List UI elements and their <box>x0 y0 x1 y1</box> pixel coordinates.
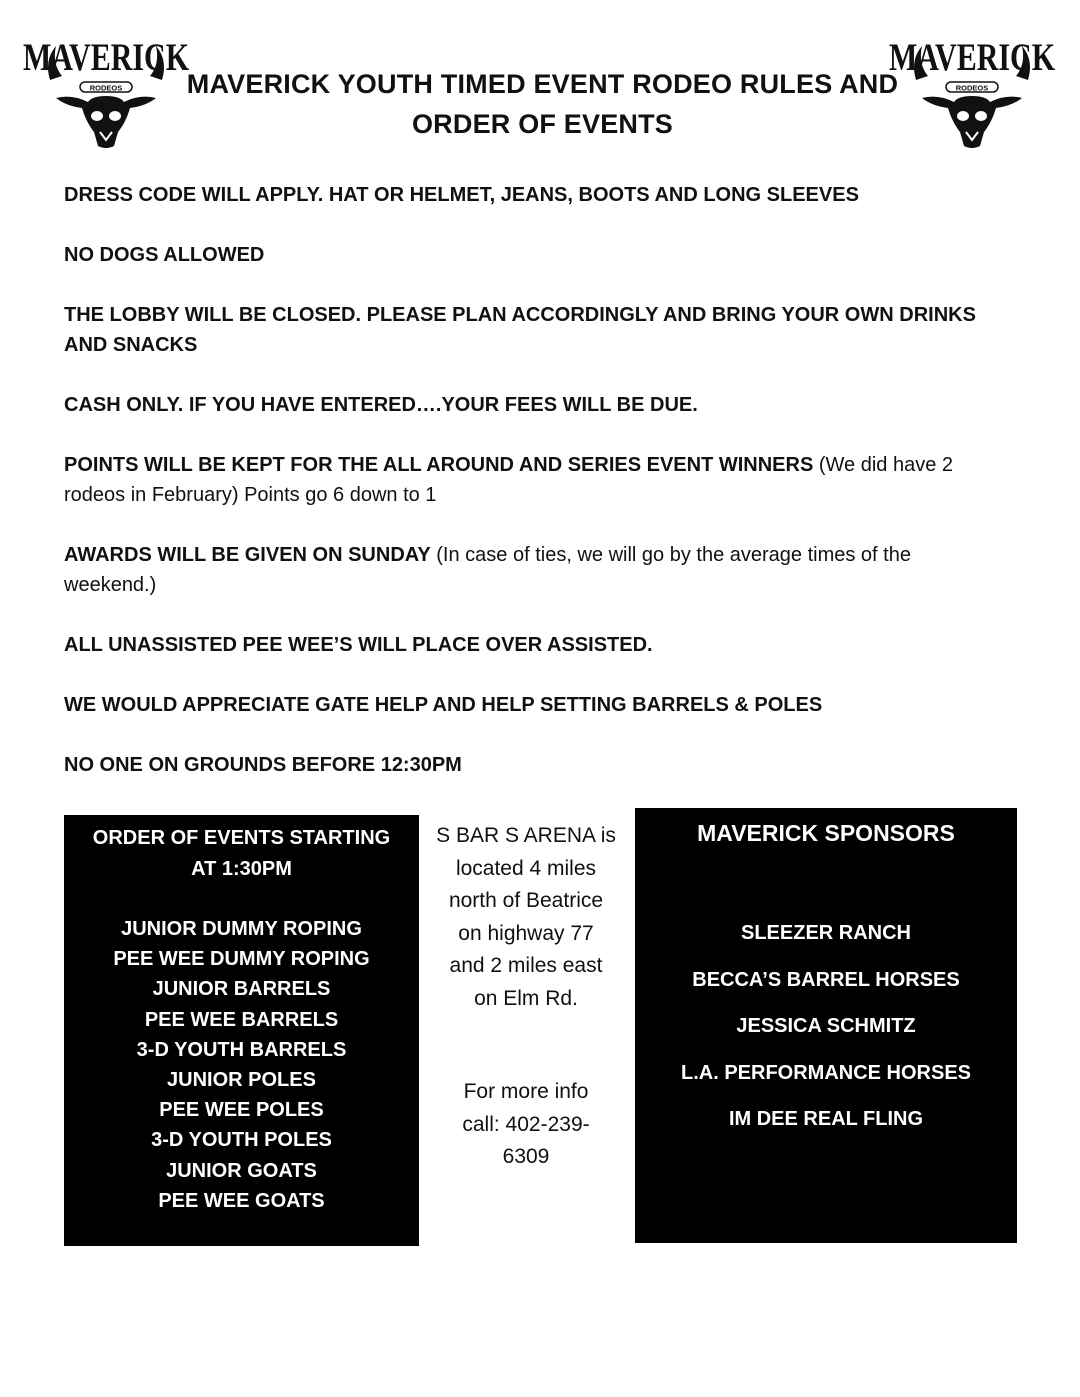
svg-text:MAVERICK: MAVERICK <box>888 35 1056 79</box>
sponsors-heading: MAVERICK SPONSORS <box>697 820 955 846</box>
events-list <box>64 914 419 1216</box>
rules-list <box>64 180 1004 810</box>
event-item: 3-D YOUTH POLES <box>151 1129 332 1152</box>
sponsors-box <box>635 808 1017 1243</box>
event-item: JUNIOR GOATS <box>166 1159 317 1182</box>
maverick-logo-right <box>888 35 1056 152</box>
event-item: JUNIOR DUMMY ROPING <box>121 918 362 940</box>
event-item: JUNIOR BARRELS <box>152 978 331 1001</box>
rule-item: AWARDS WILL BE GIVEN ON SUNDAY (In case of ties, we will go by the average times of the weekend.) <box>64 544 911 596</box>
event-item: PEE WEE BARRELS <box>144 1008 339 1031</box>
arena-location: S BAR S ARENA is located 4 miles north of Beatrice on highway 77 and 2 miles east on Elm Rd. <box>436 824 616 1010</box>
rule-item: POINTS WILL BE KEPT FOR THE ALL AROUND AND SERIES EVENT WINNERS (We did have 2 rodeos in February) Points go 6 down to 1 <box>64 454 954 506</box>
sponsor-item: BECCA’S BARREL HORSES <box>692 968 960 991</box>
rule-item: THE LOBBY WILL BE CLOSED. PLEASE PLAN ACCORDINGLY AND BRING YOUR OWN DRINKS AND SNACKS <box>64 304 976 356</box>
title-line-2: ORDER OF EVENTS <box>411 109 674 139</box>
order-of-events-box <box>64 815 419 1246</box>
rule-item: NO ONE ON GROUNDS BEFORE 12:30PM <box>64 754 462 776</box>
sponsor-item: IM DEE REAL FLING <box>728 1108 924 1131</box>
svg-text:RODEOS: RODEOS <box>955 83 989 93</box>
event-item: PEE WEE POLES <box>159 1099 324 1122</box>
event-item: PEE WEE DUMMY ROPING <box>113 948 370 971</box>
contact-info: For more info call: 402-239- 6309 <box>462 1080 590 1168</box>
sponsor-item: JESSICA SCHMITZ <box>736 1015 916 1038</box>
order-of-events-heading: ORDER OF EVENTS STARTING AT 1:30PM <box>92 827 391 880</box>
svg-text:MAVERICK: MAVERICK <box>22 35 190 79</box>
svg-text:RODEOS: RODEOS <box>89 83 123 93</box>
event-item: 3-D YOUTH BARRELS <box>136 1038 347 1061</box>
rule-item: CASH ONLY. IF YOU HAVE ENTERED….YOUR FEES WILL BE DUE. <box>64 394 698 416</box>
page-title <box>180 64 905 144</box>
rule-item: WE WOULD APPRECIATE GATE HELP AND HELP SETTING BARRELS & POLES <box>64 694 823 716</box>
sponsor-item: SLEEZER RANCH <box>740 922 911 944</box>
rule-item: NO DOGS ALLOWED <box>64 244 265 266</box>
sponsor-item: L.A. PERFORMANCE HORSES <box>680 1061 972 1084</box>
maverick-logo-left <box>22 35 190 152</box>
title-line-1: MAVERICK YOUTH TIMED EVENT RODEO RULES AND <box>186 69 899 99</box>
sponsors-list <box>635 910 1017 1143</box>
rule-item: DRESS CODE WILL APPLY. HAT OR HELMET, JEANS, BOOTS AND LONG SLEEVES <box>64 184 859 206</box>
event-item: PEE WEE GOATS <box>158 1189 325 1212</box>
event-item: JUNIOR POLES <box>167 1069 316 1092</box>
rule-item: ALL UNASSISTED PEE WEE’S WILL PLACE OVER ASSISTED. <box>64 634 653 656</box>
